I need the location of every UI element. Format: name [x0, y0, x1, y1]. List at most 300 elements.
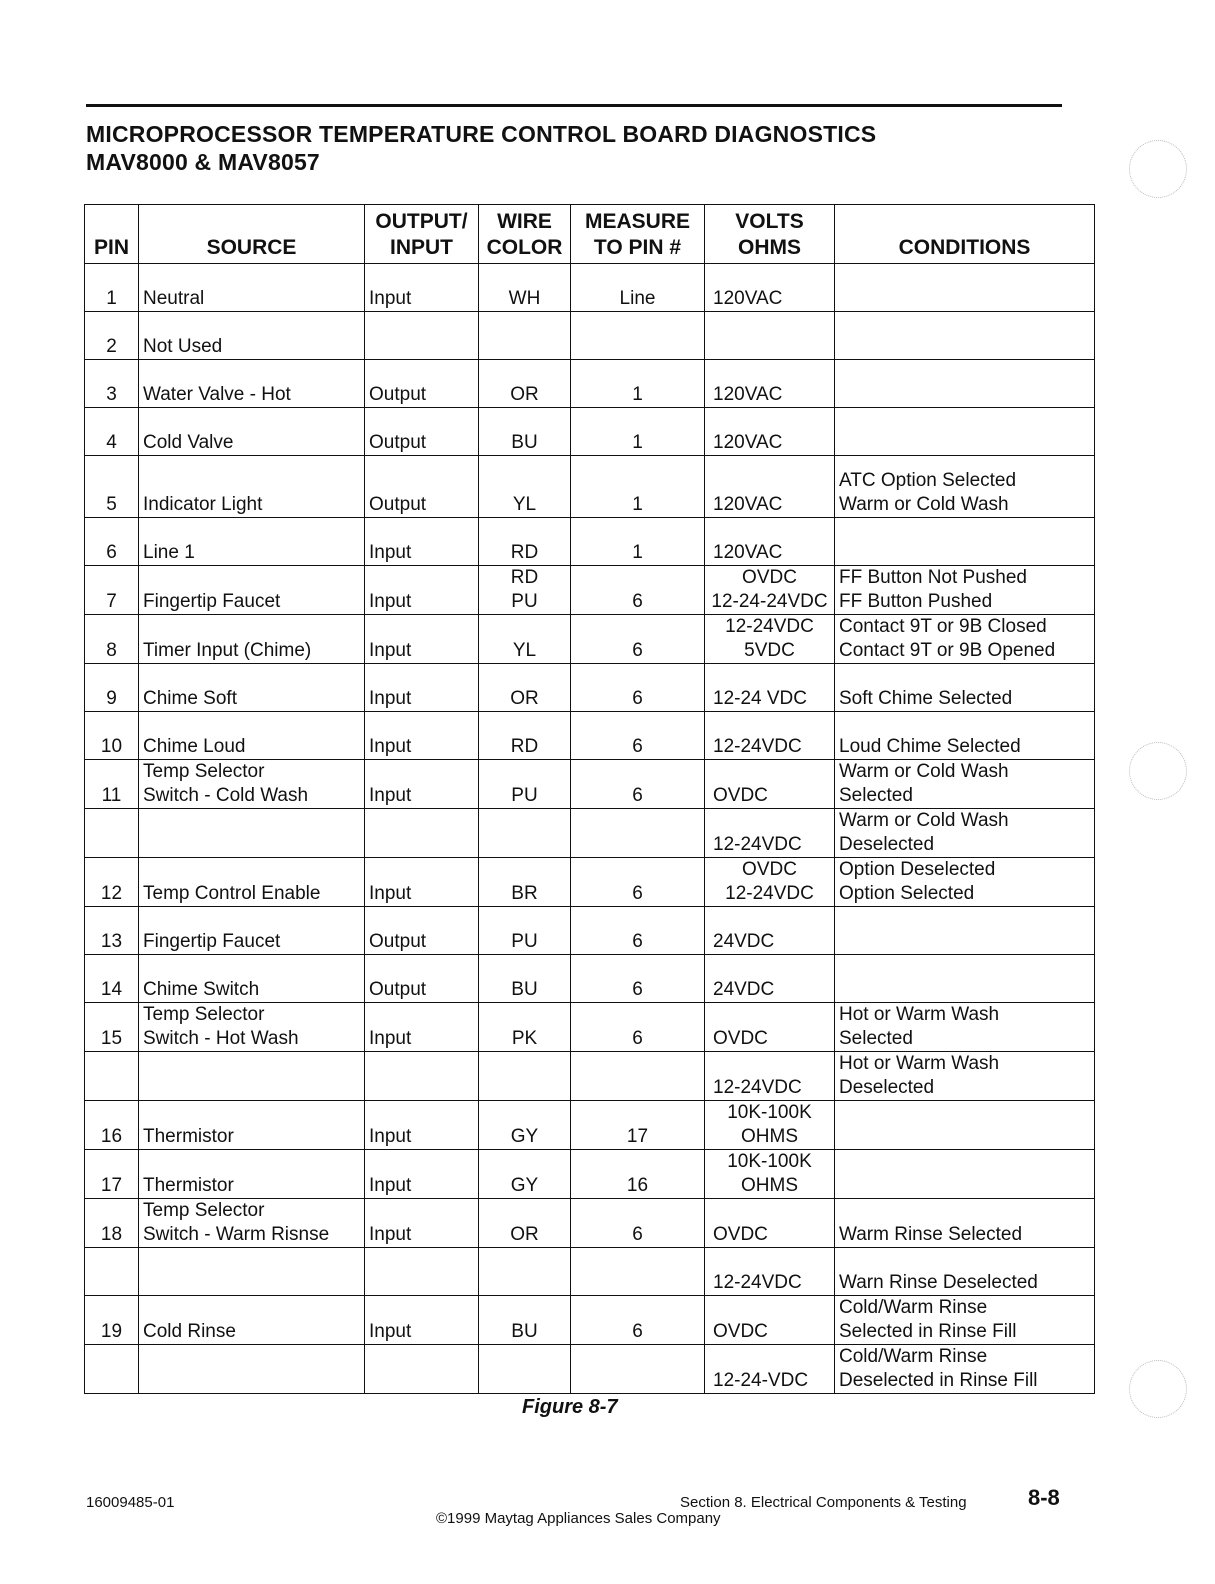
cell-text: OVDC	[713, 1224, 768, 1245]
conditions-cell	[835, 360, 1095, 408]
cell-text: PU	[511, 931, 538, 952]
title-line-1: MICROPROCESSOR TEMPERATURE CONTROL BOARD DIAGNOSTICS	[86, 121, 877, 147]
cell-text: Cold/Warm Rinse	[839, 1346, 988, 1367]
cell-text: Input	[369, 1321, 412, 1342]
measure-to-pin-cell	[571, 408, 705, 456]
table-row	[85, 955, 1095, 1003]
cell-text: RD	[510, 567, 539, 588]
output-input-cell	[365, 456, 479, 518]
cell-text: 6	[632, 688, 643, 709]
source-cell	[139, 518, 365, 566]
cell-text: Warm or Cold Wash	[839, 761, 1009, 782]
cell-text: Hot or Warm Wash	[839, 1004, 1000, 1025]
volts-ohms-cell	[705, 712, 835, 760]
measure-to-pin-cell	[571, 1101, 705, 1150]
cell-text: Input	[369, 736, 412, 757]
col-header-measure-to-pin: MEASURE TO PIN #	[571, 205, 705, 264]
output-input-cell	[365, 264, 479, 312]
cell-text: 6	[632, 640, 643, 661]
source-cell	[139, 1101, 365, 1150]
conditions-cell	[835, 955, 1095, 1003]
table-row	[85, 712, 1095, 760]
pin-cell	[85, 1101, 139, 1150]
conditions-cell	[835, 664, 1095, 712]
cell-text: 5VDC	[744, 640, 795, 661]
table-row	[85, 1052, 1095, 1101]
title-line-2: MAV8000 & MAV8057	[86, 149, 320, 175]
cell-text: Deselected in Rinse Fill	[839, 1370, 1038, 1391]
output-input-cell	[365, 408, 479, 456]
output-input-cell	[365, 664, 479, 712]
cell-text: Hot or Warm Wash	[839, 1053, 1000, 1074]
pin-cell	[85, 360, 139, 408]
volts-ohms-cell	[705, 809, 835, 858]
wire-color-cell	[479, 1248, 571, 1296]
output-input-cell	[365, 1199, 479, 1248]
conditions-cell	[835, 760, 1095, 809]
page-number: 8-8	[1028, 1485, 1060, 1510]
measure-to-pin-cell	[571, 809, 705, 858]
cell-text: Output	[369, 494, 427, 515]
source-cell	[139, 1150, 365, 1199]
table-row	[85, 312, 1095, 360]
cell-text: 1	[106, 288, 117, 309]
cell-text: Switch - Hot Wash	[143, 1028, 299, 1049]
pin-cell	[85, 1296, 139, 1345]
cell-text: OVDC	[742, 859, 797, 880]
pin-cell	[85, 615, 139, 664]
cell-text: Warn Rinse Deselected	[839, 1272, 1038, 1293]
cell-text: 6	[632, 785, 643, 806]
table-row	[85, 518, 1095, 566]
cell-text: Warm or Cold Wash	[839, 810, 1009, 831]
cell-text: 1	[632, 542, 643, 563]
conditions-cell	[835, 858, 1095, 907]
source-cell	[139, 809, 365, 858]
output-input-cell	[365, 518, 479, 566]
cell-text: YL	[512, 494, 537, 515]
cell-text: 8	[106, 640, 117, 661]
source-cell	[139, 456, 365, 518]
table-row	[85, 566, 1095, 615]
wire-color-cell	[479, 264, 571, 312]
volts-ohms-cell	[705, 1296, 835, 1345]
measure-to-pin-cell	[571, 664, 705, 712]
cell-text: OR	[510, 1224, 539, 1245]
cell-text: Contact 9T or 9B Closed	[839, 616, 1047, 637]
cell-text: Selected in Rinse Fill	[839, 1321, 1017, 1342]
cell-text: 6	[632, 736, 643, 757]
table-row	[85, 408, 1095, 456]
cell-text: PU	[511, 591, 538, 612]
output-input-cell	[365, 955, 479, 1003]
cell-text: Option Deselected	[839, 859, 996, 880]
cell-text: 120VAC	[713, 542, 783, 563]
punch-hole	[1129, 1360, 1187, 1418]
cell-text: Input	[369, 1224, 412, 1245]
cell-text: 17	[100, 1175, 123, 1196]
cell-text: OVDC	[713, 1321, 768, 1342]
cell-text: Input	[369, 288, 412, 309]
cell-text: PU	[511, 785, 538, 806]
cell-text: 6	[632, 1028, 643, 1049]
cell-text: 6	[632, 591, 643, 612]
cell-text: BU	[511, 432, 538, 453]
volts-ohms-cell	[705, 1003, 835, 1052]
volts-ohms-cell	[705, 1150, 835, 1199]
volts-ohms-cell	[705, 408, 835, 456]
volts-ohms-cell	[705, 566, 835, 615]
cell-text: Input	[369, 1028, 412, 1049]
cell-text: OR	[510, 384, 539, 405]
cell-text: 6	[632, 1321, 643, 1342]
cell-text: 19	[100, 1321, 123, 1342]
cell-text: Soft Chime Selected	[839, 688, 1013, 709]
cell-text: Selected	[839, 785, 913, 806]
source-cell	[139, 760, 365, 809]
conditions-cell	[835, 566, 1095, 615]
volts-ohms-cell	[705, 664, 835, 712]
measure-to-pin-cell	[571, 615, 705, 664]
pin-cell	[85, 566, 139, 615]
output-input-cell	[365, 907, 479, 955]
cell-text: WH	[508, 288, 541, 309]
wire-color-cell	[479, 408, 571, 456]
cell-text: Chime Switch	[143, 979, 260, 1000]
wire-color-cell	[479, 664, 571, 712]
cell-text: 120VAC	[713, 432, 783, 453]
conditions-cell	[835, 456, 1095, 518]
cell-text: Cold/Warm Rinse	[839, 1297, 988, 1318]
cell-text: 14	[100, 979, 123, 1000]
conditions-cell	[835, 408, 1095, 456]
cell-text: 1	[632, 432, 643, 453]
cell-text: Neutral	[143, 288, 205, 309]
cell-text: 13	[100, 931, 123, 952]
cell-text: Selected	[839, 1028, 913, 1049]
cell-text: Warm or Cold Wash	[839, 494, 1009, 515]
wire-color-cell	[479, 566, 571, 615]
measure-to-pin-cell	[571, 1248, 705, 1296]
measure-to-pin-cell	[571, 760, 705, 809]
cell-text: Line	[619, 288, 656, 309]
wire-color-cell	[479, 456, 571, 518]
table-row	[85, 664, 1095, 712]
cell-text: 4	[106, 432, 117, 453]
table-row	[85, 1345, 1095, 1394]
conditions-cell	[835, 1345, 1095, 1394]
cell-text: FF Button Not Pushed	[839, 567, 1027, 588]
col-header-wire-color: WIRE COLOR	[479, 205, 571, 264]
wire-color-cell	[479, 615, 571, 664]
measure-to-pin-cell	[571, 907, 705, 955]
cell-text: RD	[510, 736, 539, 757]
header-rule	[86, 104, 1062, 107]
wire-color-cell	[479, 1003, 571, 1052]
volts-ohms-cell	[705, 518, 835, 566]
output-input-cell	[365, 1345, 479, 1394]
conditions-cell	[835, 907, 1095, 955]
wire-color-cell	[479, 955, 571, 1003]
table-row	[85, 1150, 1095, 1199]
output-input-cell	[365, 1052, 479, 1101]
pin-cell	[85, 1052, 139, 1101]
source-cell	[139, 615, 365, 664]
volts-ohms-cell	[705, 456, 835, 518]
cell-text: 12-24VDC	[713, 1077, 802, 1098]
section-label: Section 8. Electrical Components & Testing	[680, 1494, 967, 1511]
cell-text: 2	[106, 336, 117, 357]
wire-color-cell	[479, 518, 571, 566]
cell-text: 1	[632, 384, 643, 405]
cell-text: Deselected	[839, 834, 935, 855]
cell-text: Fingertip Faucet	[143, 591, 281, 612]
wire-color-cell	[479, 760, 571, 809]
conditions-cell	[835, 518, 1095, 566]
conditions-cell	[835, 1199, 1095, 1248]
wire-color-cell	[479, 1101, 571, 1150]
cell-text: 120VAC	[713, 494, 783, 515]
source-cell	[139, 1296, 365, 1345]
pin-cell	[85, 456, 139, 518]
cell-text: GY	[510, 1175, 539, 1196]
measure-to-pin-cell	[571, 1345, 705, 1394]
cell-text: Water Valve - Hot	[143, 384, 291, 405]
cell-text: Input	[369, 591, 412, 612]
conditions-cell	[835, 1150, 1095, 1199]
pin-cell	[85, 760, 139, 809]
conditions-cell	[835, 712, 1095, 760]
cell-text: 24VDC	[713, 931, 775, 952]
pin-cell	[85, 858, 139, 907]
cell-text: OR	[510, 688, 539, 709]
punch-hole	[1129, 140, 1187, 198]
cell-text: OVDC	[713, 1028, 768, 1049]
cell-text: 24VDC	[713, 979, 775, 1000]
table-row	[85, 456, 1095, 518]
cell-text: 120VAC	[713, 384, 783, 405]
cell-text: 120VAC	[713, 288, 783, 309]
table-row	[85, 615, 1095, 664]
output-input-cell	[365, 360, 479, 408]
volts-ohms-cell	[705, 955, 835, 1003]
table-row	[85, 1248, 1095, 1296]
wire-color-cell	[479, 360, 571, 408]
table-row	[85, 1296, 1095, 1345]
cell-text: 9	[106, 688, 117, 709]
cell-text: Temp Selector	[143, 1004, 265, 1025]
wire-color-cell	[479, 1150, 571, 1199]
source-cell	[139, 360, 365, 408]
conditions-cell	[835, 1052, 1095, 1101]
cell-text: Cold Valve	[143, 432, 234, 453]
cell-text: 12-24VDC	[725, 883, 814, 904]
cell-text: 12-24-VDC	[713, 1370, 809, 1391]
wire-color-cell	[479, 1052, 571, 1101]
cell-text: ATC Option Selected	[839, 470, 1017, 491]
conditions-cell	[835, 1101, 1095, 1150]
cell-text: Thermistor	[143, 1175, 234, 1196]
source-cell	[139, 1003, 365, 1052]
volts-ohms-cell	[705, 907, 835, 955]
volts-ohms-cell	[705, 264, 835, 312]
cell-text: 10	[100, 736, 123, 757]
cell-text: FF Button Pushed	[839, 591, 993, 612]
output-input-cell	[365, 615, 479, 664]
cell-text: GY	[510, 1126, 539, 1147]
conditions-cell	[835, 264, 1095, 312]
cell-text: Output	[369, 432, 427, 453]
volts-ohms-cell	[705, 1345, 835, 1394]
cell-text: Cold Rinse	[143, 1321, 236, 1342]
cell-text: RD	[510, 542, 539, 563]
wire-color-cell	[479, 809, 571, 858]
col-header-conditions: CONDITIONS	[835, 205, 1095, 264]
cell-text: YL	[512, 640, 537, 661]
col-header-source: SOURCE	[139, 205, 365, 264]
cell-text: 12-24VDC	[713, 1272, 802, 1293]
measure-to-pin-cell	[571, 955, 705, 1003]
pin-cell	[85, 1345, 139, 1394]
pin-cell	[85, 955, 139, 1003]
cell-text: Indicator Light	[143, 494, 263, 515]
cell-text: Switch - Cold Wash	[143, 785, 309, 806]
cell-text: Line 1	[143, 542, 195, 563]
cell-text: Output	[369, 384, 427, 405]
cell-text: 12-24VDC	[725, 616, 814, 637]
cell-text: Input	[369, 883, 412, 904]
output-input-cell	[365, 712, 479, 760]
cell-text: 15	[100, 1028, 123, 1049]
source-cell	[139, 1248, 365, 1296]
output-input-cell	[365, 858, 479, 907]
pin-cell	[85, 809, 139, 858]
cell-text: 16	[626, 1175, 649, 1196]
source-cell	[139, 312, 365, 360]
measure-to-pin-cell	[571, 712, 705, 760]
volts-ohms-cell	[705, 760, 835, 809]
cell-text: Input	[369, 542, 412, 563]
table-row	[85, 907, 1095, 955]
table-row	[85, 1101, 1095, 1150]
pin-cell	[85, 312, 139, 360]
output-input-cell	[365, 1150, 479, 1199]
cell-text: 6	[632, 883, 643, 904]
volts-ohms-cell	[705, 858, 835, 907]
output-input-cell	[365, 809, 479, 858]
pin-cell	[85, 1199, 139, 1248]
conditions-cell	[835, 1248, 1095, 1296]
pin-cell	[85, 1248, 139, 1296]
measure-to-pin-cell	[571, 456, 705, 518]
cell-text: Input	[369, 688, 412, 709]
pin-cell	[85, 1003, 139, 1052]
measure-to-pin-cell	[571, 264, 705, 312]
pin-cell	[85, 907, 139, 955]
cell-text: Fingertip Faucet	[143, 931, 281, 952]
table-row	[85, 858, 1095, 907]
cell-text: 12	[100, 883, 123, 904]
source-cell	[139, 1052, 365, 1101]
cell-text: 16	[100, 1126, 123, 1147]
wire-color-cell	[479, 858, 571, 907]
cell-text: Temp Selector	[143, 761, 265, 782]
cell-text: 10K-100K	[727, 1102, 812, 1123]
cell-text: Timer Input (Chime)	[143, 640, 312, 661]
conditions-cell	[835, 312, 1095, 360]
measure-to-pin-cell	[571, 1296, 705, 1345]
cell-text: 18	[100, 1224, 123, 1245]
source-cell	[139, 1199, 365, 1248]
table-row	[85, 360, 1095, 408]
source-cell	[139, 907, 365, 955]
cell-text: OVDC	[713, 785, 768, 806]
cell-text: BU	[511, 979, 538, 1000]
output-input-cell	[365, 1101, 479, 1150]
punch-hole	[1129, 742, 1187, 800]
cell-text: Chime Loud	[143, 736, 246, 757]
conditions-cell	[835, 1003, 1095, 1052]
pin-cell	[85, 712, 139, 760]
volts-ohms-cell	[705, 360, 835, 408]
cell-text: Output	[369, 931, 427, 952]
measure-to-pin-cell	[571, 858, 705, 907]
cell-text: Warm Rinse Selected	[839, 1224, 1023, 1245]
wire-color-cell	[479, 712, 571, 760]
cell-text: 6	[632, 931, 643, 952]
table-header-row	[85, 205, 1095, 264]
cell-text: Input	[369, 785, 412, 806]
cell-text: OHMS	[741, 1175, 798, 1196]
output-input-cell	[365, 1248, 479, 1296]
wire-color-cell	[479, 907, 571, 955]
wire-color-cell	[479, 1199, 571, 1248]
source-cell	[139, 1345, 365, 1394]
measure-to-pin-cell	[571, 518, 705, 566]
measure-to-pin-cell	[571, 1150, 705, 1199]
table-row	[85, 760, 1095, 809]
cell-text: OHMS	[741, 1126, 798, 1147]
conditions-cell	[835, 809, 1095, 858]
cell-text: 10K-100K	[727, 1151, 812, 1172]
cell-text: 6	[632, 1224, 643, 1245]
volts-ohms-cell	[705, 312, 835, 360]
conditions-cell	[835, 1296, 1095, 1345]
cell-text: 6	[106, 542, 117, 563]
measure-to-pin-cell	[571, 1003, 705, 1052]
cell-text: 17	[626, 1126, 649, 1147]
copyright: ©1999 Maytag Appliances Sales Company	[436, 1510, 721, 1527]
cell-text: Input	[369, 1175, 412, 1196]
cell-text: Input	[369, 640, 412, 661]
cell-text: 1	[632, 494, 643, 515]
table-row	[85, 1199, 1095, 1248]
cell-text: Output	[369, 979, 427, 1000]
volts-ohms-cell	[705, 1199, 835, 1248]
cell-text: 12-24VDC	[713, 834, 802, 855]
cell-text: Chime Soft	[143, 688, 237, 709]
cell-text: Contact 9T or 9B Opened	[839, 640, 1056, 661]
pin-cell	[85, 664, 139, 712]
cell-text: Option Selected	[839, 883, 975, 904]
col-header-pin: PIN	[85, 205, 139, 264]
cell-text: 12-24 VDC	[713, 688, 807, 709]
pin-cell	[85, 518, 139, 566]
cell-text: Not Used	[143, 336, 223, 357]
cell-text: 7	[106, 591, 117, 612]
diagnostics-table	[84, 204, 1095, 1394]
output-input-cell	[365, 566, 479, 615]
